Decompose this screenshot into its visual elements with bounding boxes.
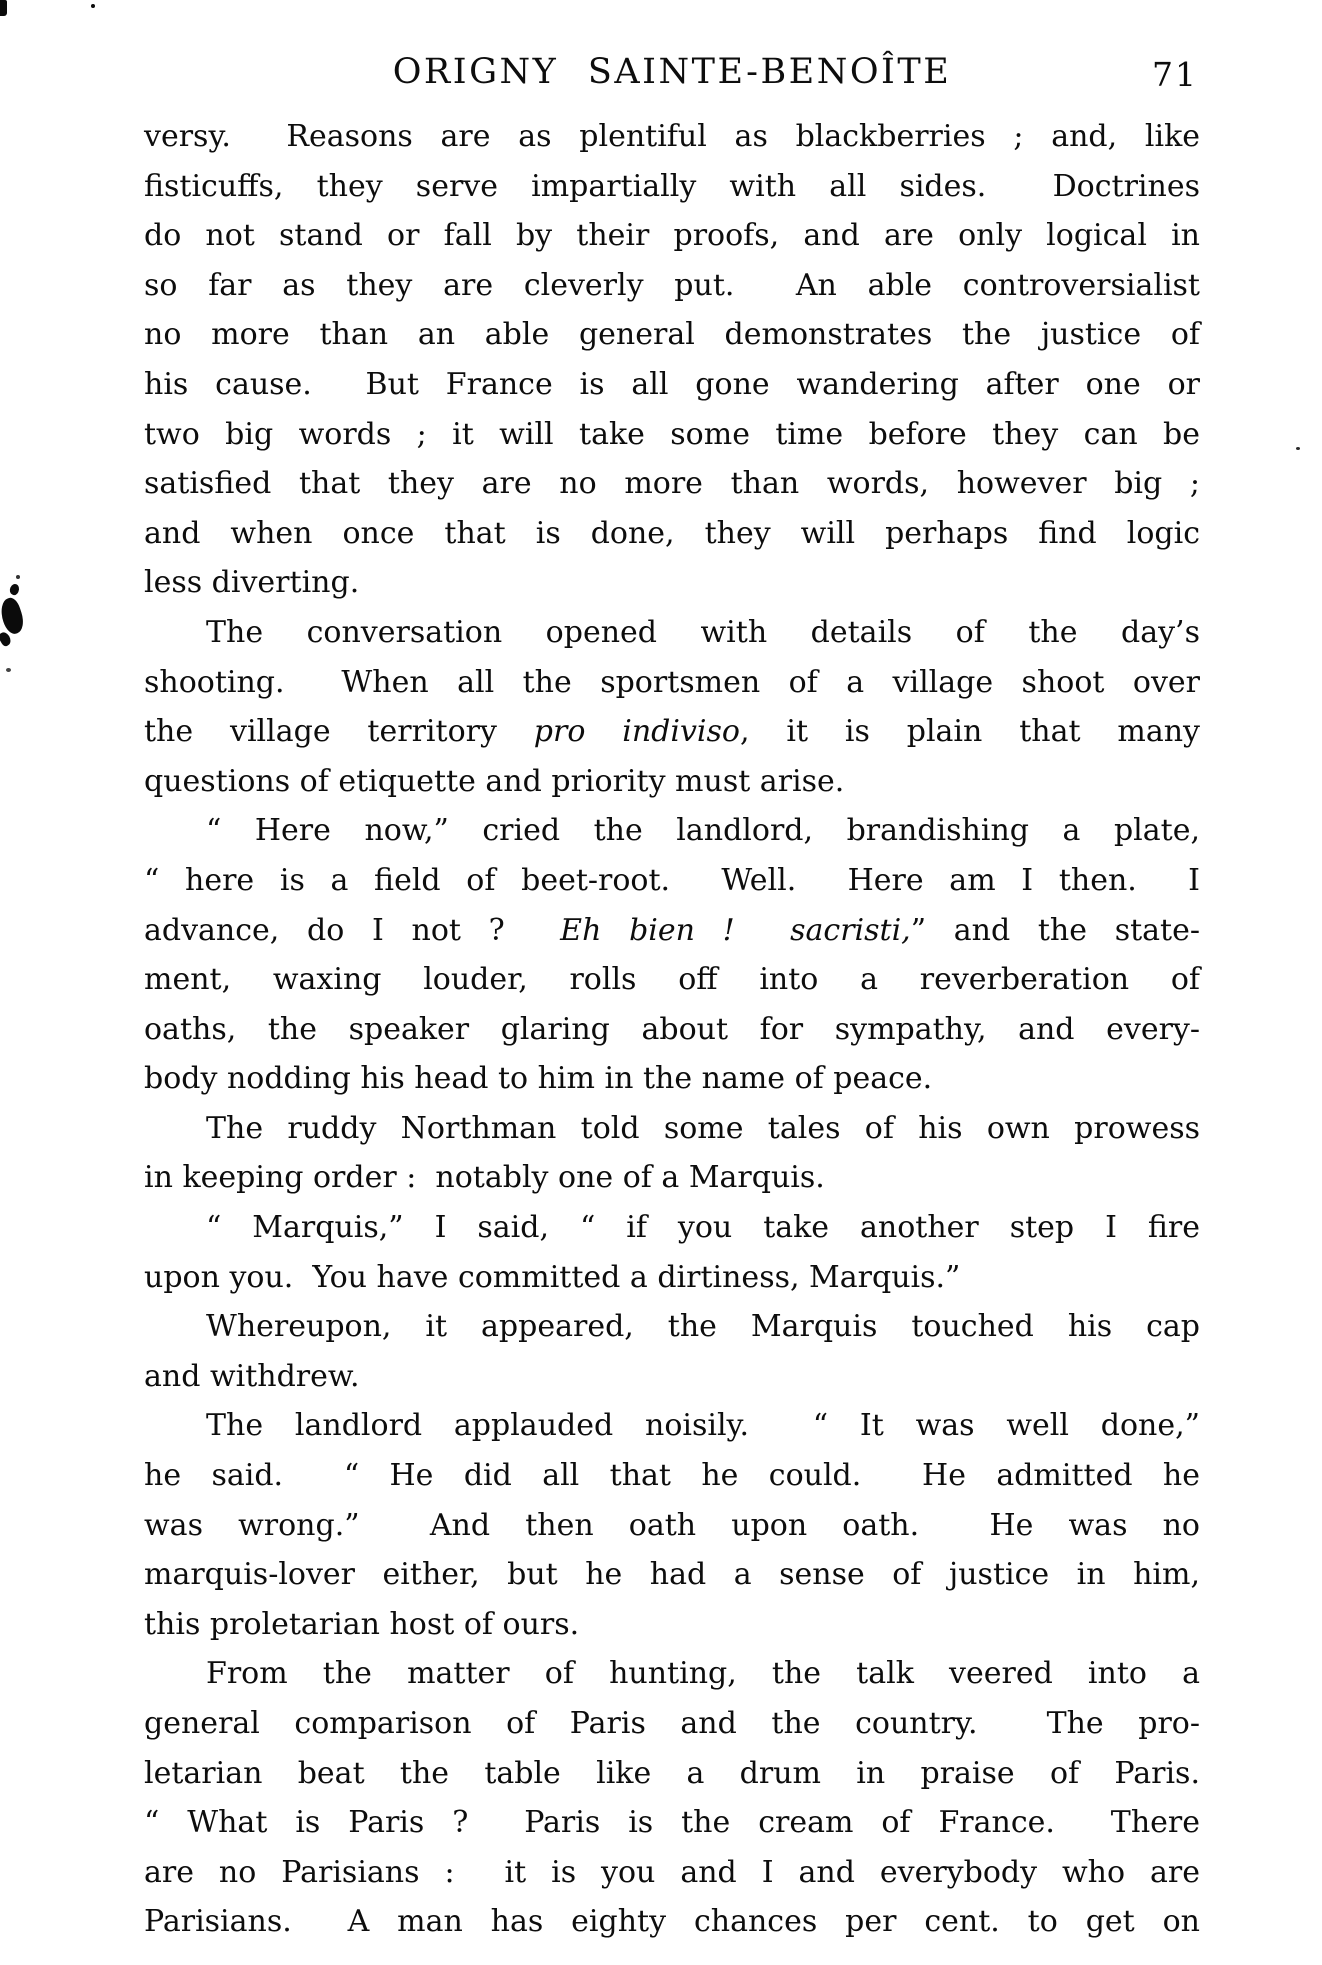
text-segment: satisfied that they are no more than words, however big ; xyxy=(144,466,1200,502)
scan-artifact-top-left xyxy=(0,0,7,16)
text-line xyxy=(144,1501,1200,1551)
text-line xyxy=(144,1699,1200,1749)
text-segment: ” and the state- xyxy=(910,912,1200,948)
text-line xyxy=(144,856,1200,906)
text-segment: his cause. But France is all gone wandering after one or xyxy=(144,366,1200,402)
text-line xyxy=(144,1649,1200,1699)
text-segment: fisticuffs, they serve impartially with all sides. Doctrines xyxy=(144,168,1200,204)
text-line xyxy=(144,360,1200,410)
text-line xyxy=(144,1203,1200,1253)
text-line xyxy=(144,1401,1200,1451)
text-line xyxy=(144,162,1200,212)
text-segment: upon you. You have committed a dirtiness, Marquis.” xyxy=(144,1259,961,1295)
text-segment: and when once that is done, they will perhaps find logic xyxy=(144,515,1200,551)
ink-smudge-artifact xyxy=(8,583,21,597)
text-segment: The landlord applauded noisily. “ It was well done,” xyxy=(206,1408,1200,1444)
text-line xyxy=(144,459,1200,509)
text-line xyxy=(144,310,1200,360)
text-line xyxy=(144,1798,1200,1848)
running-head: ORIGNY SAINTE-BENOÎTE xyxy=(392,52,952,92)
text-line xyxy=(144,1054,1200,1104)
text-segment: body nodding his head to him in the name of peace. xyxy=(144,1061,933,1097)
text-line xyxy=(144,658,1200,708)
text-line xyxy=(144,211,1200,261)
text-segment: was wrong.” And then oath upon oath. He was no xyxy=(144,1507,1200,1543)
text-segment: so far as they are cleverly put. An able controversialist xyxy=(144,267,1200,303)
text-line xyxy=(144,806,1200,856)
text-line xyxy=(144,1253,1200,1303)
text-line xyxy=(144,1897,1200,1947)
text-segment: marquis-lover either, but he had a sense of justice in him, xyxy=(144,1557,1200,1593)
text-line xyxy=(144,1302,1200,1352)
text-segment: advance, do I not ? xyxy=(144,912,561,948)
text-segment: “ here is a field of beet-root. Well. Here am I then. I xyxy=(144,862,1200,898)
italic-phrase: pro indiviso xyxy=(533,714,740,750)
text-line xyxy=(144,608,1200,658)
text-line xyxy=(144,955,1200,1005)
text-line xyxy=(144,757,1200,807)
text-segment: The conversation opened with details of the day’s xyxy=(206,614,1200,650)
text-line xyxy=(144,1451,1200,1501)
text-segment: ment, waxing louder, rolls off into a reverberation of xyxy=(144,962,1200,998)
ink-smudge-artifact xyxy=(0,596,27,636)
text-line xyxy=(144,1749,1200,1799)
text-line xyxy=(144,1104,1200,1154)
text-line xyxy=(144,112,1200,162)
text-line xyxy=(144,1005,1200,1055)
text-segment: Parisians. A man has eighty chances per cent. to get on xyxy=(144,1904,1200,1940)
text-segment: “ Marquis,” I said, “ if you take another step I fire xyxy=(206,1210,1200,1246)
text-line xyxy=(144,558,1200,608)
text-line xyxy=(144,410,1200,460)
text-line xyxy=(144,509,1200,559)
text-segment: , it is plain that many xyxy=(739,714,1200,750)
ink-smudge-artifact xyxy=(16,575,20,579)
text-segment: are no Parisians : it is you and I and everybody who are xyxy=(144,1854,1200,1890)
text-segment: letarian beat the table like a drum in praise of Paris. xyxy=(144,1755,1200,1791)
text-segment: the village territory xyxy=(144,714,534,750)
text-segment: “ Here now,” cried the landlord, brandishing a plate, xyxy=(206,813,1200,849)
text-segment: do not stand or fall by their proofs, and are only logical in xyxy=(144,218,1200,254)
text-segment: questions of etiquette and priority must arise. xyxy=(144,763,845,799)
text-segment: two big words ; it will take some time before they can be xyxy=(144,416,1200,452)
text-line xyxy=(144,1600,1200,1650)
italic-phrase: Eh bien ! sacristi, xyxy=(560,912,911,948)
text-segment: “ What is Paris ? Paris is the cream of France. There xyxy=(144,1805,1200,1841)
text-line xyxy=(144,1352,1200,1402)
text-segment: and withdrew. xyxy=(144,1358,360,1394)
text-segment: general comparison of Paris and the country. The pro- xyxy=(144,1706,1200,1741)
text-line xyxy=(144,707,1200,757)
text-segment: no more than an able general demonstrates the justice of xyxy=(144,317,1200,353)
text-line xyxy=(144,1550,1200,1600)
page-body-text xyxy=(144,112,1200,1947)
text-segment: this proletarian host of ours. xyxy=(144,1606,580,1642)
text-segment: less diverting. xyxy=(144,565,360,601)
text-segment: From the matter of hunting, the talk veered into a xyxy=(206,1656,1200,1692)
page-header xyxy=(144,50,1200,96)
text-segment: he said. “ He did all that he could. He admitted he xyxy=(144,1458,1200,1494)
ink-smudge-artifact xyxy=(6,668,11,672)
text-segment: versy. Reasons are as plentiful as blackberries ; and, like xyxy=(144,119,1200,154)
text-line xyxy=(144,1153,1200,1203)
text-segment: The ruddy Northman told some tales of his own prowess xyxy=(206,1110,1200,1146)
text-line xyxy=(144,906,1200,956)
page-number: 71 xyxy=(1152,55,1198,94)
text-segment: oaths, the speaker glaring about for sympathy, and every- xyxy=(144,1011,1200,1047)
scan-artifact-speck xyxy=(1296,447,1300,450)
text-line xyxy=(144,261,1200,311)
text-segment: Whereupon, it appeared, the Marquis touched his cap xyxy=(206,1309,1200,1345)
scan-artifact-dot xyxy=(91,4,95,8)
text-segment: shooting. When all the sportsmen of a village shoot over xyxy=(144,664,1200,700)
text-segment: in keeping order : notably one of a Marquis. xyxy=(144,1160,825,1196)
text-line xyxy=(144,1848,1200,1898)
